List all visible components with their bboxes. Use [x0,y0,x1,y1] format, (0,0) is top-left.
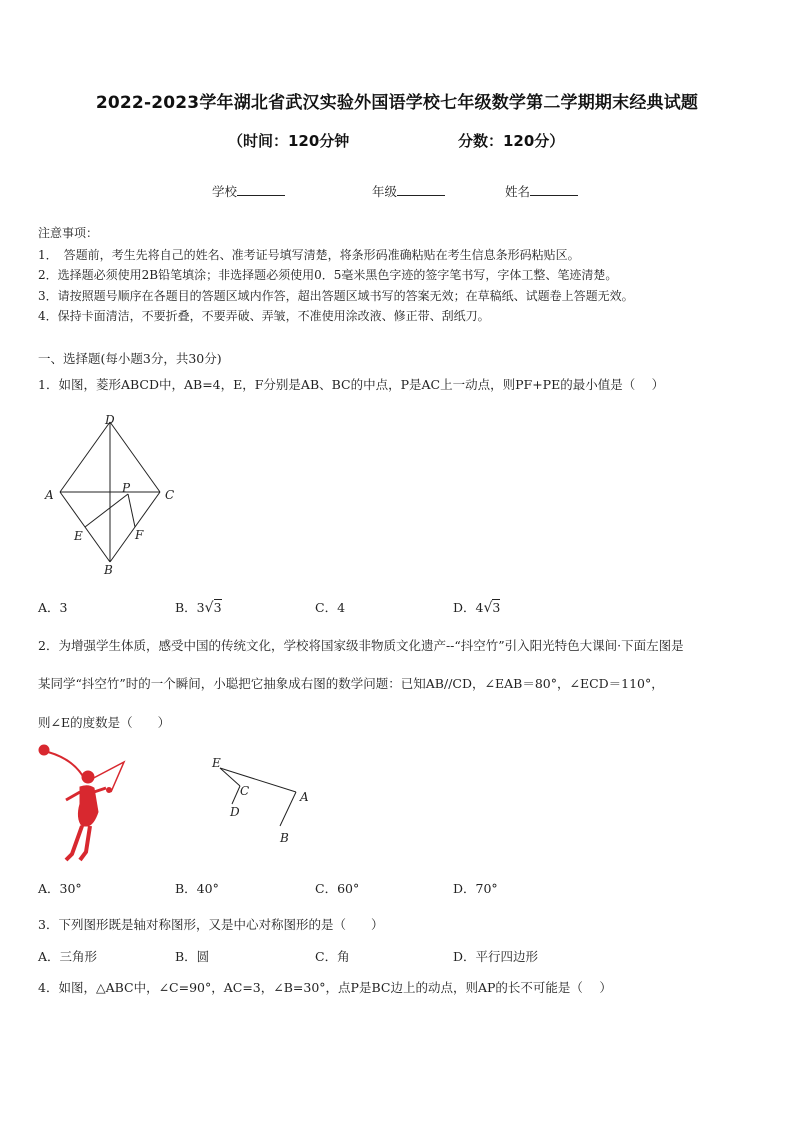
q2-text-line1: 2．为增强学生体质，感受中国的传统文化，学校将国家级非物质文化遗产--“抖空竹”引入阳光特色大课间·下面左图是 [38,638,684,653]
name-blank[interactable] [530,183,578,196]
q1-text: 1．如图，菱形ABCD中，AB=4，E，F分别是AB、BC的中点，P是AC上一动点，则PF+PE的最小值是（ ） [38,377,665,392]
section-heading: 一、选择题(每小题3分，共30分) [38,351,222,366]
grade-label: 年级 [372,184,398,199]
label-B: B [104,563,113,577]
q3-option-b[interactable]: B．圆 [175,949,210,964]
q1-b-radicand: 3 [213,600,222,615]
q3-option-c[interactable]: C．角 [315,949,350,964]
exam-time: （时间：120分钟 [228,132,350,150]
q1-d-radicand: 3 [492,600,501,615]
name-label: 姓名 [505,184,531,199]
notes-heading: 注意事项： [38,226,99,240]
q3-option-d[interactable]: D．平行四边形 [453,949,539,964]
note-item: 3．请按照题号顺序在各题目的答题区域内作答，超出答题区域书写的答案无效；在草稿纸、试题卷上答题无效。 [38,289,634,303]
school-label: 学校 [212,184,238,199]
q2-option-d[interactable]: D．70° [453,881,498,896]
label-C: C [240,784,250,798]
name-field[interactable] [505,182,578,200]
note-item: 2．选择题必须使用2B铅笔填涂；非选择题必须使用0．5毫米黑色字迹的签字笔书写，字体工整、笔迹清楚。 [38,268,618,282]
label-D: D [105,413,115,427]
label-E: E [212,756,221,770]
label-P: P [122,481,131,495]
note-item: 4．保持卡面清洁，不要折叠，不要弄破、弄皱，不准使用涂改液、修正带、刮纸刀。 [38,309,490,323]
label-F: F [135,528,144,542]
label-B: B [280,831,289,845]
q2-option-c[interactable]: C．60° [315,881,360,896]
grade-blank[interactable] [397,183,445,196]
q2-text-line3: 则∠E的度数是（ ） [38,715,171,730]
note-item: 1． 答题前，考生先将自己的姓名、准考证号填写清楚，将条形码准确粘贴在考生信息条形码粘贴区。 [38,248,580,262]
label-E: E [74,529,83,543]
q1-option-c[interactable]: C．4 [315,600,346,615]
school-field[interactable] [212,182,285,200]
q1-option-a[interactable]: A．3 [38,600,68,615]
label-A: A [45,488,54,502]
exam-score: 分数：120分） [458,132,565,150]
sqrt-icon: √ [483,600,493,616]
q1-b-prefix: B．3 [175,600,205,615]
angle-figure [208,752,320,852]
sqrt-icon: √ [204,600,214,616]
q1-option-d[interactable] [453,598,500,616]
label-C: C [165,488,175,502]
school-blank[interactable] [237,183,285,196]
q2-option-a[interactable]: A．30° [38,881,82,896]
q2-option-b[interactable]: B．40° [175,881,219,896]
q3-text: 3．下列图形既是轴对称图形，又是中心对称图形的是（ ） [38,917,384,932]
rhombus-figure [40,412,190,580]
label-D: D [230,805,240,819]
q1-d-prefix: D．4 [453,600,484,615]
grade-field[interactable] [372,182,445,200]
q2-text-line2: 某同学“抖空竹”时的一个瞬间，小聪把它抽象成右图的数学问题：已知AB//CD，∠EAB＝80°，∠ECD＝110°， [38,676,664,691]
q3-option-a[interactable]: A．三角形 [38,949,98,964]
diabolo-player-icon [36,742,136,864]
label-A: A [300,790,309,804]
page-title: 2022-2023学年湖北省武汉实验外国语学校七年级数学第二学期期末经典试题 [95,93,699,113]
q4-text: 4．如图，△ABC中，∠C=90°，AC=3，∠B=30°，点P是BC边上的动点，则AP的长不可能是（ ） [38,980,612,995]
q1-option-b[interactable] [175,598,222,616]
